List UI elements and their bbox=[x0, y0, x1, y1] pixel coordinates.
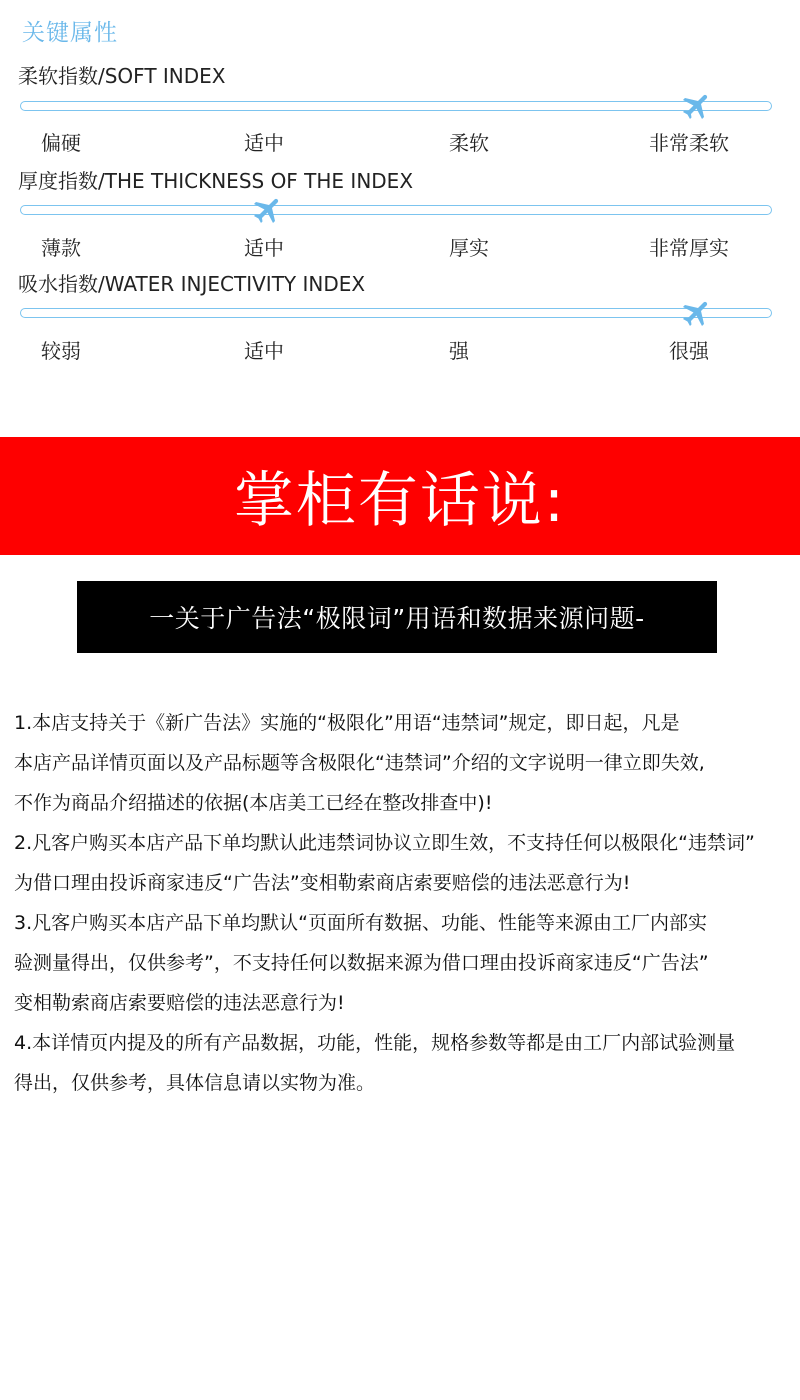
section-title: 关键属性 bbox=[22, 20, 118, 46]
water-tick-1: 较弱 bbox=[41, 339, 81, 363]
notice-line: 3.凡客户购买本店产品下单均默认“页面所有数据、功能、性能等来源由工厂内部实 bbox=[14, 912, 707, 934]
thickness-index-label: 厚度指数/THE THICKNESS OF THE INDEX bbox=[18, 169, 414, 193]
thickness-tick-3: 厚实 bbox=[449, 236, 489, 260]
water-tick-4: 很强 bbox=[669, 339, 709, 363]
soft-index-label: 柔软指数/SOFT INDEX bbox=[18, 64, 226, 88]
water-tick-3: 强 bbox=[449, 339, 469, 363]
notice-line: 本店产品详情页面以及产品标题等含极限化“违禁词”介绍的文字说明一律立即失效, bbox=[14, 752, 705, 774]
subtitle-text: 一关于广告法“极限词”用语和数据来源问题- bbox=[149, 604, 645, 633]
notice-line: 变相勒索商店索要赔偿的违法恶意行为! bbox=[14, 992, 345, 1014]
thickness-tick-2: 适中 bbox=[244, 236, 284, 260]
soft-index-track bbox=[20, 101, 772, 111]
soft-tick-4: 非常柔软 bbox=[649, 131, 729, 155]
notice-line: 1.本店支持关于《新广告法》实施的“极限化”用语“违禁词”规定，即日起，凡是 bbox=[14, 712, 680, 734]
airplane-icon bbox=[680, 89, 714, 123]
water-tick-2: 适中 bbox=[244, 339, 284, 363]
shopkeeper-banner bbox=[0, 437, 800, 555]
soft-tick-3: 柔软 bbox=[449, 131, 489, 155]
notice-line: 2.凡客户购买本店产品下单均默认此违禁词协议立即生效，不支持任何以极限化“违禁词” bbox=[14, 832, 755, 854]
water-index-track bbox=[20, 308, 772, 318]
thickness-tick-1: 薄款 bbox=[41, 236, 81, 260]
notice-line: 得出，仅供参考，具体信息请以实物为准。 bbox=[14, 1072, 376, 1094]
banner-title: 掌柜有话说: bbox=[233, 466, 567, 536]
subtitle-box bbox=[77, 581, 717, 653]
thickness-index-track bbox=[20, 205, 772, 215]
thickness-tick-4: 非常厚实 bbox=[649, 236, 729, 260]
airplane-icon bbox=[251, 193, 285, 227]
airplane-icon bbox=[680, 296, 714, 330]
soft-tick-1: 偏硬 bbox=[41, 131, 81, 155]
notice-line: 4.本详情页内提及的所有产品数据，功能，性能，规格参数等都是由工厂内部试验测量 bbox=[14, 1032, 736, 1054]
notice-line: 为借口理由投诉商家违反“广告法”变相勒索商店索要赔偿的违法恶意行为! bbox=[14, 872, 631, 894]
notice-line: 验测量得出，仅供参考”，不支持任何以数据来源为借口理由投诉商家违反“广告法” bbox=[14, 952, 709, 974]
water-index-label: 吸水指数/WATER INJECTIVITY INDEX bbox=[18, 272, 366, 296]
notice-line: 不作为商品介绍描述的依据(本店美工已经在整改排查中)! bbox=[14, 792, 493, 814]
soft-tick-2: 适中 bbox=[244, 131, 284, 155]
